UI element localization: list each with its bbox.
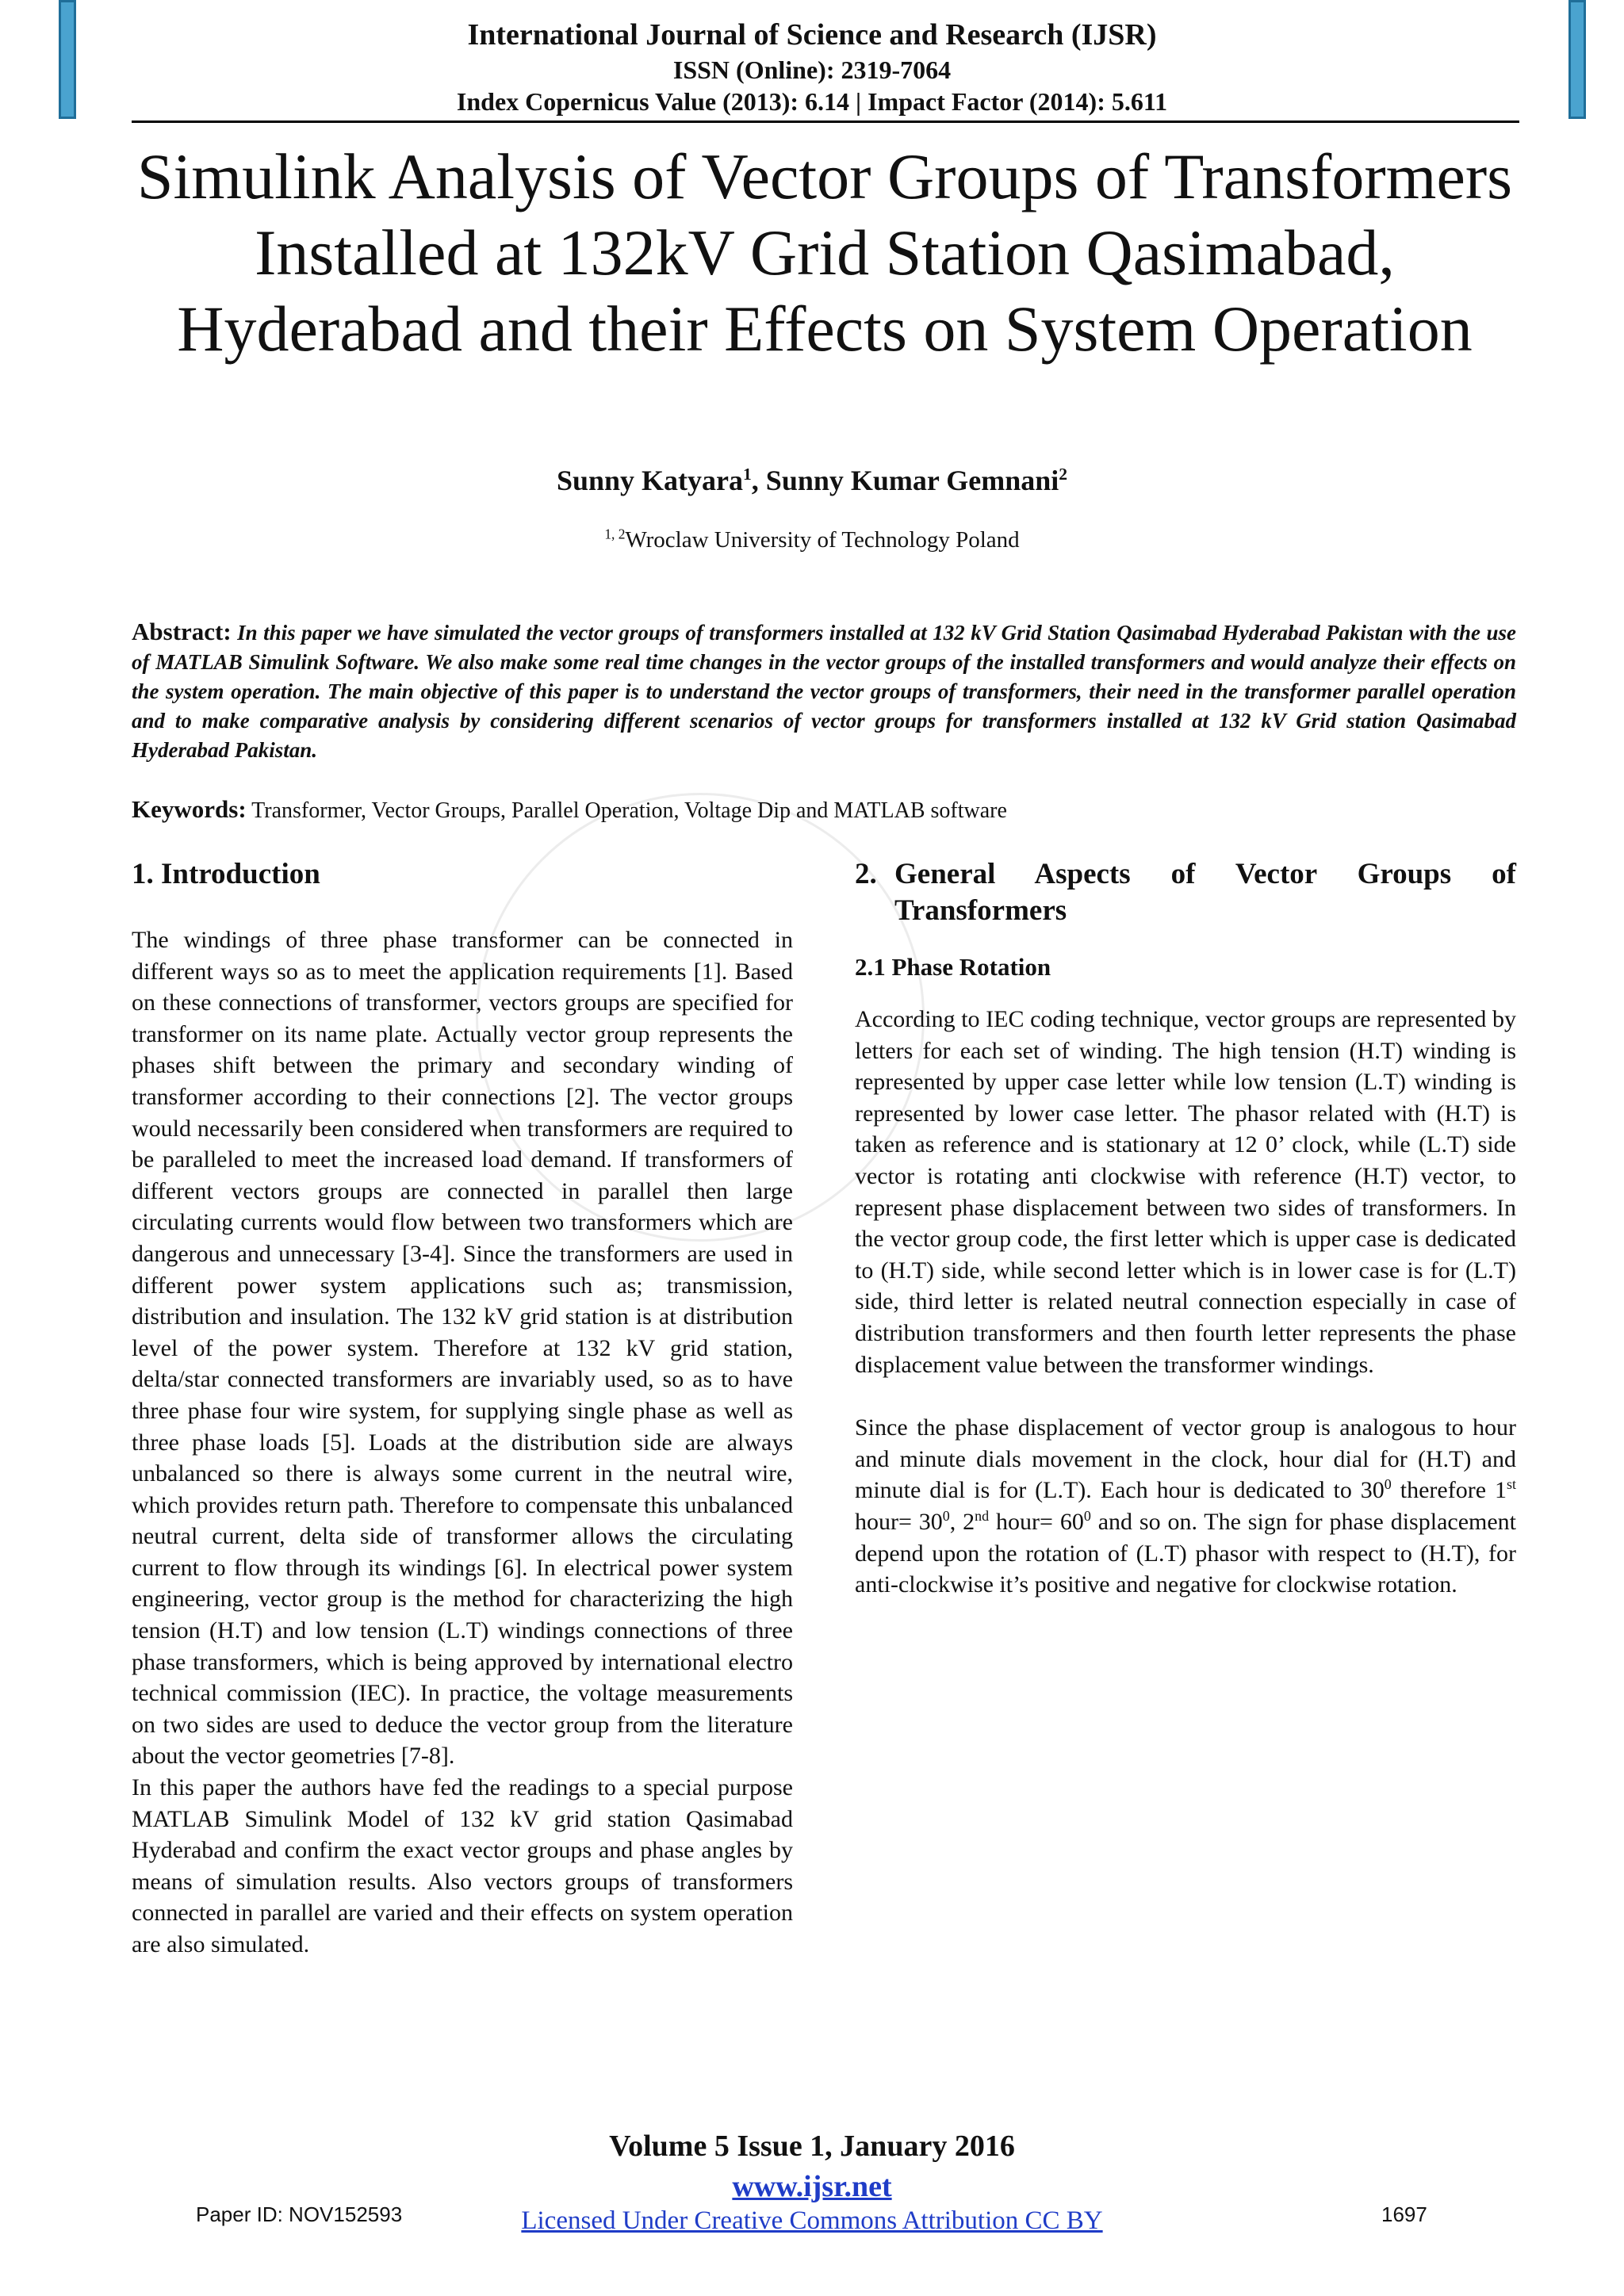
- phase-rotation-paragraph-1: According to IEC coding technique, vector groups are represented by letters for each set of winding. The high tension (H.T) winding is represented by upper case letter while low tension (L.T) winding is represented by lower case letter. The phasor related with (H.T) is taken as reference and is stationary at 12 0’ clock, while (L.T) side vector is rotating anti clockwise with reference (H.T) vector, to represent phase displacement between two sides of transformers. In the vector group code, the first letter which is upper case is dedicated to (H.T) side, while second letter which is in lower case is for (L.T) side, third letter is related neutral connection especially in case of distribution transformers and then fourth letter represents the phase displacement value between the transformer windings.: [855, 1006, 1516, 1378]
- keywords: [132, 794, 1516, 826]
- left-column: [132, 856, 793, 1961]
- right-column: [855, 856, 1516, 1601]
- footer-page-number: 1697: [1381, 2202, 1427, 2226]
- subsection-heading-phase-rotation: 2.1 Phase Rotation: [855, 953, 1051, 981]
- abstract-text: In this paper we have simulated the vector groups of transformers installed at 132 kV Grid Station Qasimabad Hyderabad Pakistan with the use of MATLAB Simulink Software. We also make some real time changes in the vector groups of the installed transformers and would analyze their effects on the system operation. The main objective of this paper is to understand the vector groups of transformers, their need in the transformer parallel operation and to make comparative analysis by considering different scenarios of vector groups for transformers installed at 132 kV Grid station Qasimabad Hyderabad Pakistan.: [132, 621, 1517, 762]
- affiliation-text: Wroclaw University of Technology Poland: [625, 527, 1020, 553]
- author-2: Sunny Kumar Gemnani: [765, 465, 1059, 496]
- journal-name: International Journal of Science and Research (IJSR): [467, 18, 1157, 52]
- author-line: Sunny Katyara$^1$, Sunny Kumar Gemnani$^2$: [556, 465, 1068, 496]
- author-1: Sunny Katyara: [556, 465, 743, 496]
- footer-volume: Volume 5 Issue 1, January 2016: [609, 2130, 1015, 2163]
- journal-issn: ISSN (Online): 2319-7064: [672, 55, 952, 84]
- section-2-number: 2.: [855, 858, 877, 890]
- intro-paragraph-2: In this paper the authors have fed the readings to a special purpose MATLAB Simulink Model of 132 kV grid station Qasimabad Hyderabad and confirm the exact vector groups and phase angles by means of simulation results. Also vectors groups of transformers connected in parallel are varied and their effects on system operation are also simulated.: [132, 1774, 793, 1957]
- affiliation-sup: 1, 2: [604, 526, 626, 542]
- author-2-sup: 2: [1059, 465, 1068, 484]
- keywords-label: Keywords:: [132, 795, 247, 823]
- footer-url-link[interactable]: www.ijsr.net: [732, 2170, 892, 2203]
- journal-index: Index Copernicus Value (2013): 6.14 | Impact Factor (2014): 5.611: [456, 87, 1168, 116]
- abstract: [132, 617, 1516, 765]
- section-heading-general-aspects: [855, 856, 1516, 929]
- section-heading-introduction: 1. Introduction: [132, 858, 320, 890]
- keywords-text: Transformer, Vector Groups, Parallel Operation, Voltage Dip and MATLAB software: [251, 798, 1007, 823]
- section-2-title: General Aspects of Vector Groups of Transformers: [894, 858, 1516, 927]
- footer-paper-id: Paper ID: NOV152593: [196, 2202, 403, 2226]
- affiliation: [0, 527, 1624, 553]
- abstract-label: Abstract:: [132, 618, 232, 645]
- phase-rotation-paragraph-2: Since the phase displacement of vector group is analogous to hour and minute dials movement in the clock, hour dial for (H.T) and minute dial is for (L.T). Each hour is dedicated to $30^0$ therefore 1st hour= $30^0$, 2nd hour= $60^0$ and so on. The sign for phase displacement depend upon the rotation of (L.T) phasor with respect to (H.T), for anti-clockwise it’s positive and negative for clockwise rotation.: [855, 1414, 1516, 1598]
- footer-license-link[interactable]: Licensed Under Creative Commons Attribution CC BY: [521, 2206, 1103, 2235]
- header-rule: [132, 121, 1519, 123]
- intro-paragraph-1: The windings of three phase transformer can be connected in different ways so as to meet the application requirements [1]. Based on these connections of transformer, vectors groups are specified for transformer on its name plate. Actually vector group represents the phases shift between the primary and secondary winding of transformer according to their connections [2]. The vector groups would necessarily been considered when transformers are required to be paralleled to meet the increased load demand. If transformers of different vectors groups are connected in parallel then large circulating currents would flow between two transformers which are dangerous and unnecessary [3-4]. Since the transformers are used in different power system applications such as; transmission, distribution and insulation. The 132 kV grid station is at distribution level of the power system. Therefore at 132 kV grid station, delta/star connected transformers are invariably used, so as to have three phase four wire system, for supplying single phase as well as three phase loads [5]. Loads at the distribution side are always unbalanced so there is always some current in the neutral wire, which provides return path. Therefore to compensate this unbalanced neutral current, delta side of transformer allows the circulating current to flow through its windings [6]. In electrical power system engineering, vector group is the method for characterizing the high tension (H.T) and low tension (L.T) windings connections of three phase transformers, which is being approved by international electro technical commission (IEC). In practice, the voltage measurements on two sides are used to deduce the vector group from the literature about the vector geometries [7-8].: [132, 927, 793, 1770]
- paper-title: Simulink Analysis of Vector Groups of Transformers Installed at 132kV Grid Station Qasimabad, Hyderabad and their Effects on System Operation: [136, 140, 1513, 365]
- author-1-sup: 1: [743, 465, 752, 484]
